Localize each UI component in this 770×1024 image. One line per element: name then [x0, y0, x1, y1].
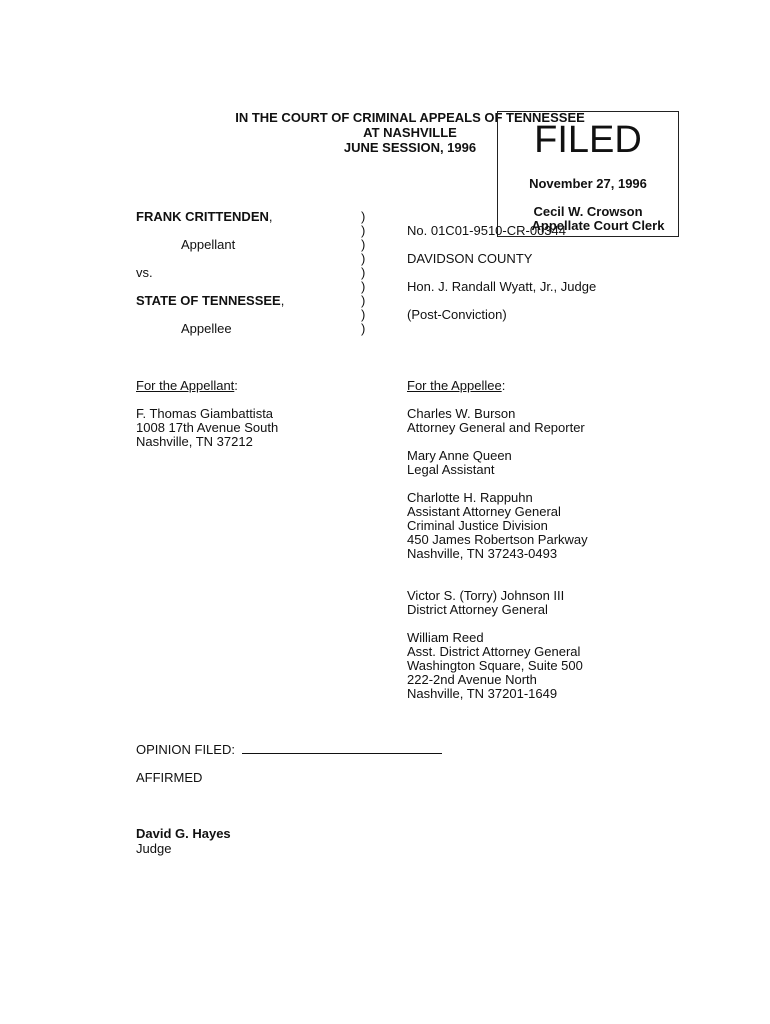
appellee-counsel-line: Assistant Attorney General	[407, 504, 561, 519]
appellee-counsel-line: Nashville, TN 37201-1649	[407, 686, 558, 701]
case-number: No. 01C01-9510-CR-00344	[407, 223, 566, 238]
filed-date: November 27, 1996	[529, 176, 647, 191]
author-title: Judge	[136, 841, 172, 856]
appellant-comma: ,	[268, 209, 273, 224]
appellee-counsel-line: 450 James Robertson Parkway	[407, 532, 588, 547]
caption-paren: )	[361, 307, 366, 322]
appellee-counsel-line: Mary Anne Queen	[407, 448, 512, 463]
appellee-counsel-line: Asst. District Attorney General	[407, 644, 581, 659]
appellee-counsel-line: Attorney General and Reporter	[407, 420, 585, 435]
appellee-counsel-line: Nashville, TN 37243-0493	[407, 546, 558, 561]
appellee-counsel-heading	[407, 379, 505, 393]
court-session: JUNE SESSION, 1996	[343, 140, 477, 155]
heading-colon: :	[234, 378, 238, 393]
appellant-counsel-line: F. Thomas Giambattista	[136, 406, 274, 421]
appellant-counsel-heading-text: For the Appellant	[136, 378, 235, 393]
appellant-role: Appellant	[181, 237, 236, 252]
caption-paren: )	[361, 293, 366, 308]
heading-colon: :	[501, 378, 506, 393]
appellee-comma: ,	[280, 293, 285, 308]
appellee-counsel-line: District Attorney General	[407, 602, 548, 617]
disposition: AFFIRMED	[136, 770, 203, 785]
versus: vs.	[136, 265, 153, 280]
appellee-line	[136, 294, 284, 308]
caption-paren: )	[361, 321, 366, 336]
appellant-counsel-line: Nashville, TN 37212	[136, 434, 253, 449]
case-type: (Post-Conviction)	[407, 307, 507, 322]
caption-paren: )	[361, 237, 366, 252]
caption-paren: )	[361, 279, 366, 294]
signature-blank-line	[242, 742, 442, 754]
filed-stamp	[497, 111, 679, 237]
appellee-counsel-line: William Reed	[407, 630, 484, 645]
appellee-name: STATE OF TENNESSEE	[136, 293, 281, 308]
caption-paren: )	[361, 265, 366, 280]
court-location: AT NASHVILLE	[363, 125, 457, 140]
appellee-counsel-line: Charlotte H. Rappuhn	[407, 490, 533, 505]
county: DAVIDSON COUNTY	[407, 251, 533, 266]
appellee-role: Appellee	[181, 321, 232, 336]
caption-paren: )	[361, 251, 366, 266]
author-name: David G. Hayes	[136, 826, 231, 841]
caption-paren: )	[361, 223, 366, 238]
appellant-counsel-line: 1008 17th Avenue South	[136, 420, 279, 435]
appellant-name: FRANK CRITTENDEN	[136, 209, 269, 224]
appellee-counsel-line: Charles W. Burson	[407, 406, 516, 421]
trial-judge: Hon. J. Randall Wyatt, Jr., Judge	[407, 279, 597, 294]
opinion-filed-label: OPINION FILED:	[136, 742, 235, 757]
caption-paren: )	[361, 209, 366, 224]
appellee-counsel-line: Legal Assistant	[407, 462, 495, 477]
filed-label: FILED	[534, 119, 642, 161]
appellee-counsel-line: Washington Square, Suite 500	[407, 658, 583, 673]
appellee-counsel-line: Criminal Justice Division	[407, 518, 548, 533]
court-name: IN THE COURT OF CRIMINAL APPEALS OF TENNESSEE	[235, 110, 585, 125]
appellee-counsel-line: 222-2nd Avenue North	[407, 672, 537, 687]
clerk-title: Appellate Court Clerk	[531, 218, 665, 233]
opinion-filed-line	[136, 742, 442, 757]
clerk-name: Cecil W. Crowson	[533, 204, 643, 219]
appellee-counsel-heading-text: For the Appellee	[407, 378, 502, 393]
appellee-counsel-line: Victor S. (Torry) Johnson III	[407, 588, 565, 603]
appellant-counsel-heading	[136, 379, 238, 393]
appellant-line	[136, 210, 273, 224]
